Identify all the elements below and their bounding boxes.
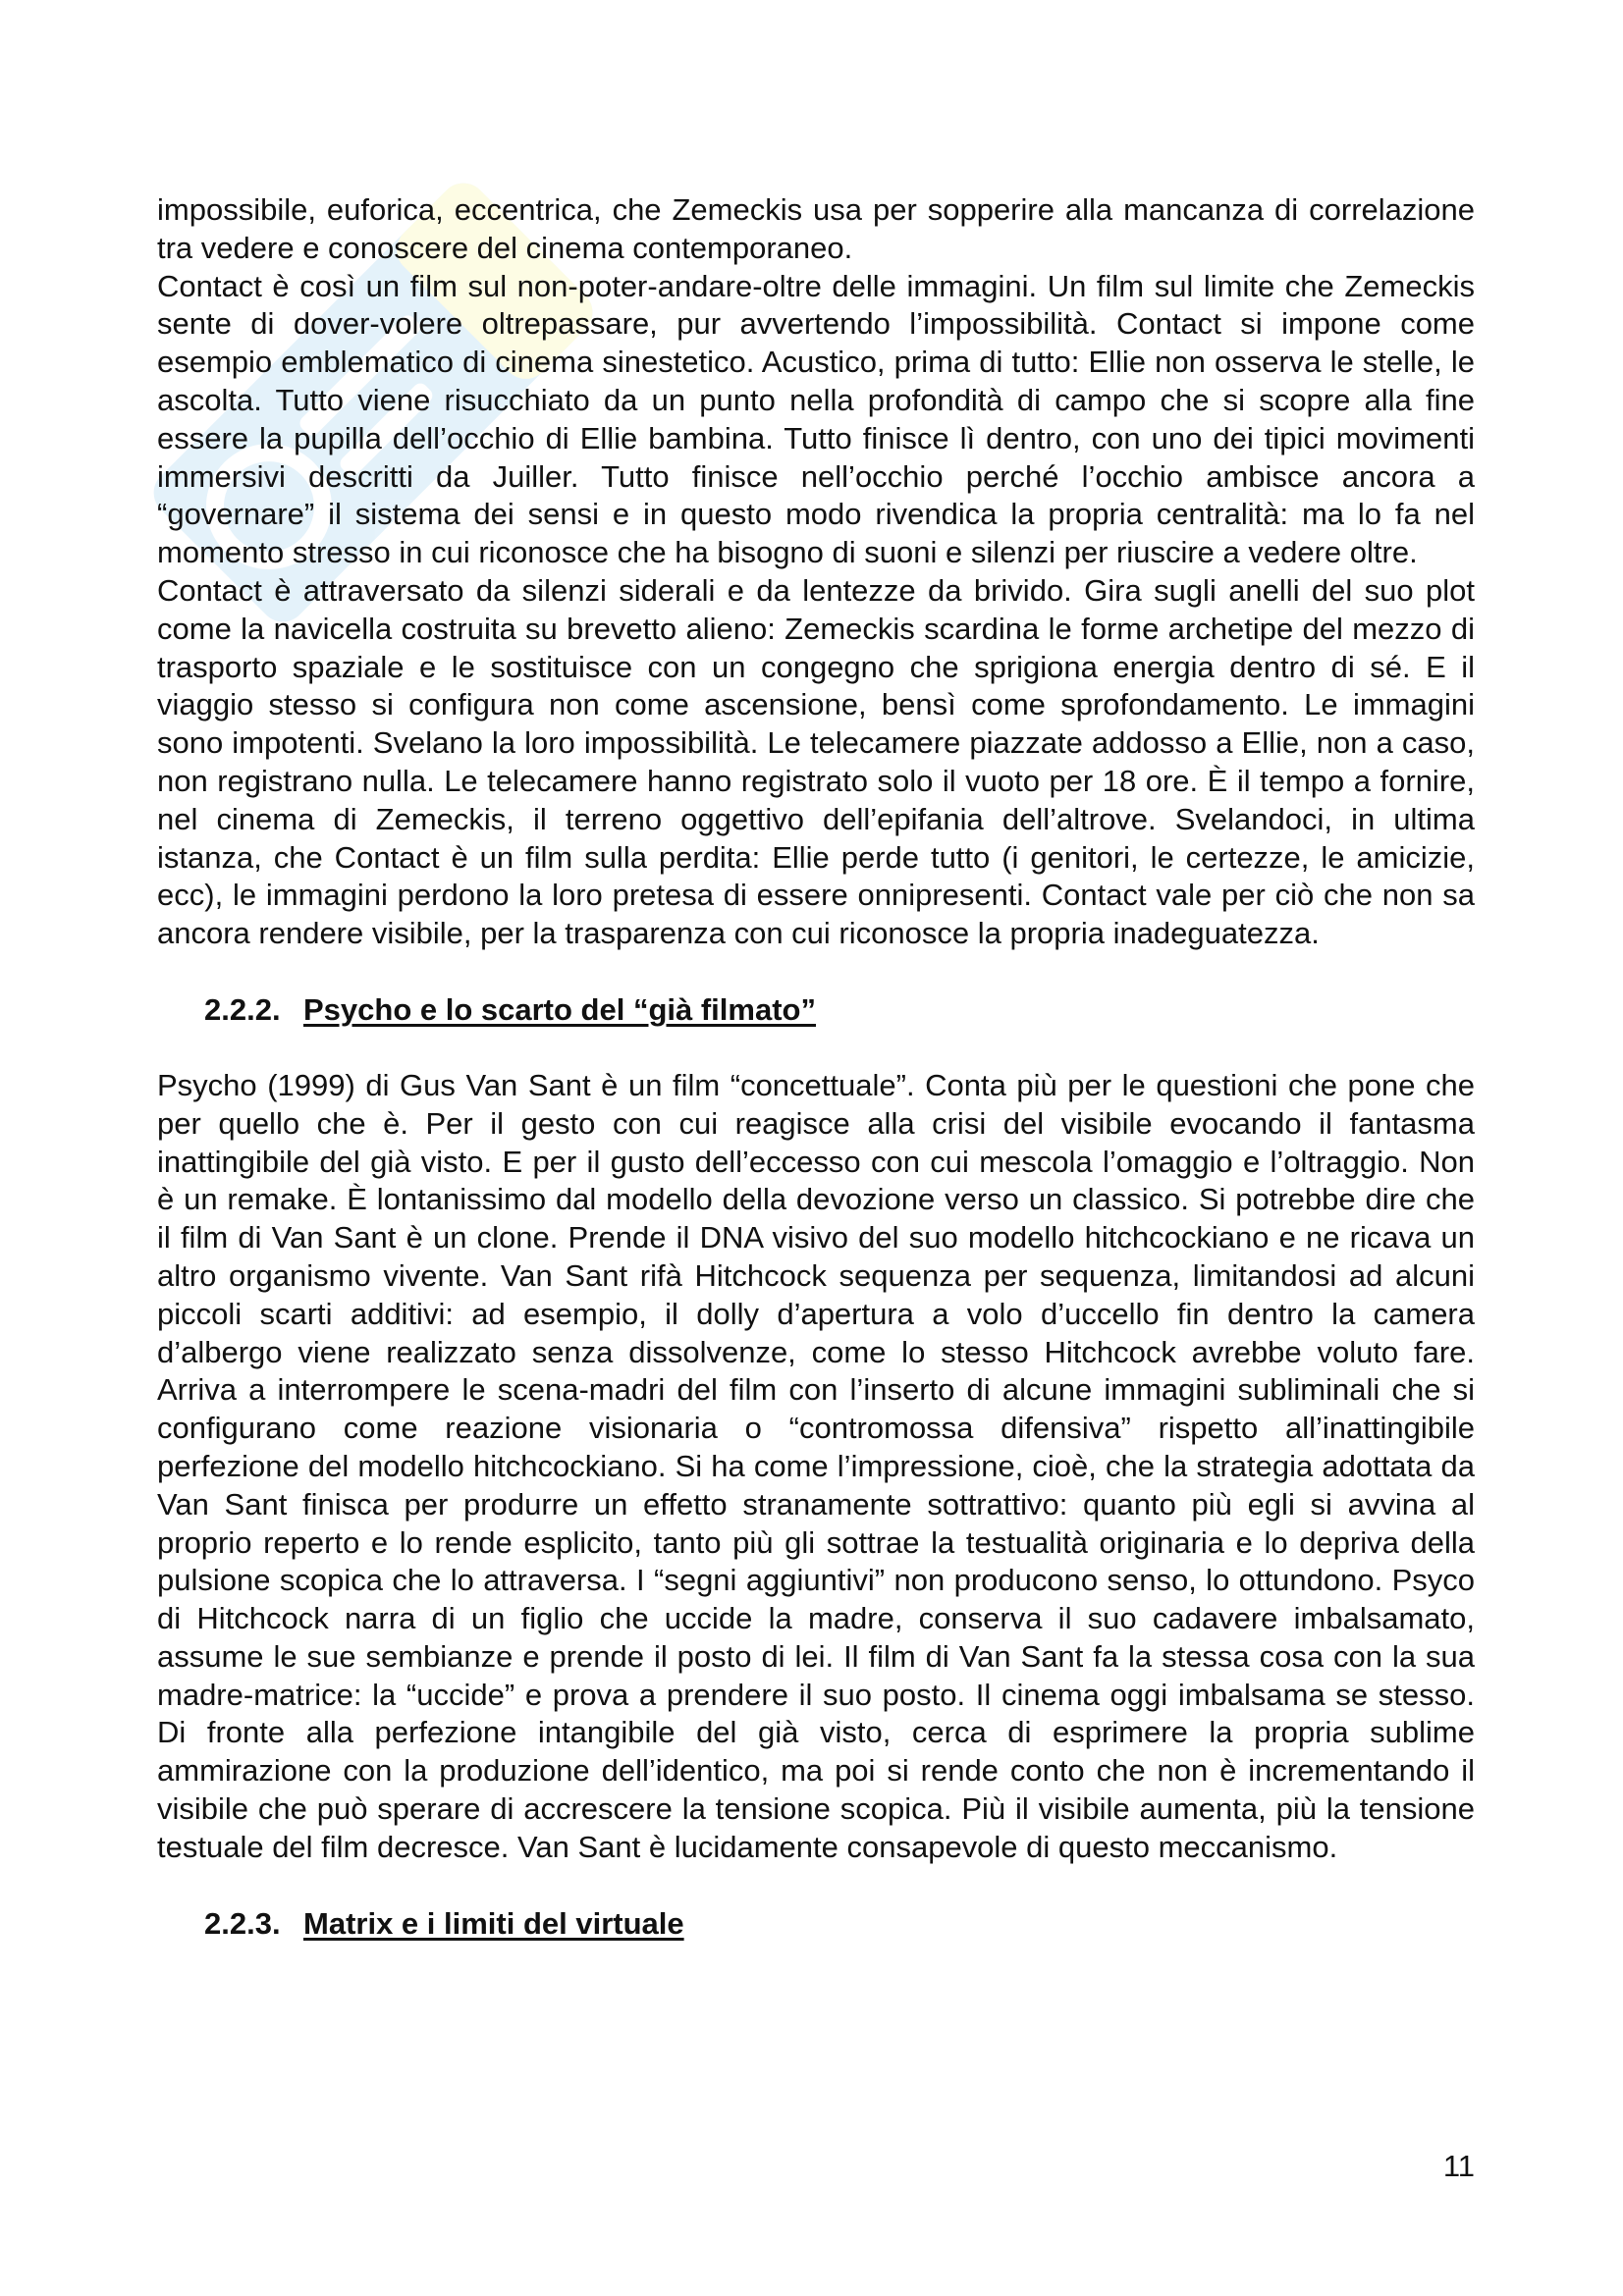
paragraph-intro-2: Contact è così un film sul non-poter-andare-oltre delle immagini. Un film sul limite che Zemeckis sente di dover-volere oltrepassare, pur avvertendo l’impossibilità. Contact si impone come esempio emblematico di cinema sinestetico. Acustico, prima di tutto: Ellie non osserva le stelle, le ascolta. Tutto viene risucchiato da un punto nella profondità di campo che si scopre alla fine essere la pupilla dell’occhio di Ellie bambina. Tutto finisce lì dentro, con uno dei tipici movimenti immersivi descritti da Juiller. Tutto finisce nell’occhio perché l’occhio ambisce ancora a “governare” il sistema dei sensi e in questo modo rivendica la propria centralità: ma lo fa nel momento stresso in cui riconosce che ha bisogno di suoni e silenzi per riuscire a vedere oltre. [157, 268, 1475, 570]
section-heading-psycho [157, 990, 1475, 1030]
paragraph-intro-1: impossibile, euforica, eccentrica, che Zemeckis usa per sopperire alla mancanza di correlazione tra vedere e conoscere del cinema contemporaneo. [157, 192, 1475, 265]
page-number: 11 [1442, 2149, 1475, 2183]
section-number: 2.2.2. [204, 991, 281, 1027]
section-heading-matrix [157, 1904, 1475, 1944]
document-page [157, 191, 1475, 1944]
section-title: Psycho e lo scarto del “già filmato” [303, 991, 816, 1027]
paragraph-psycho: Psycho (1999) di Gus Van Sant è un film “concettuale”. Conta più per le questioni che pone che per quello che è. Per il gesto con cui reagisce alla crisi del visibile evocando il fantasma inattingibile del già visto. E per il gusto dell’eccesso con cui mescola l’omaggio e l’oltraggio. Non è un remake. È lontanissimo dal modello della devozione verso un classico. Si potrebbe dire che il film di Van Sant è un clone. Prende il DNA visivo del suo modello hitchcockiano e ne ricava un altro organismo vivente. Van Sant rifà Hitchcock sequenza per sequenza, limitandosi ad alcuni piccoli scarti additivi: ad esempio, il dolly d’apertura a volo d’uccello fin dentro la camera d’albergo viene realizzato senza dissolvenze, come lo stesso Hitchcock avrebbe voluto fare. Arriva a interrompere le scena-madri del film con l’inserto di alcune immagini subliminali che si configurano come reazione visionaria o “contromossa difensiva” rispetto all’inattingibile perfezione del modello hitchcockiano. Si ha come l’impressione, cioè, che la strategia adottata da Van Sant finisca per produrre un effetto stranamente sottrattivo: quanto più egli si avvina al proprio reperto e lo rende esplicito, tanto più gli sottrae la testualità originaria e lo depriva della pulsione scopica che lo attraversa. I “segni aggiuntivi” non producono senso, lo ottundono. Psyco di Hitchcock narra di un figlio che uccide la madre, conserva il suo cadavere imbalsamato, assume le sue sembianze e prende il posto di lei. Il film di Van Sant fa la stessa cosa con la sua madre-matrice: la “uccide” e prova a prendere il suo posto. Il cinema oggi imbalsama se stesso. Di fronte alla perfezione intangibile del già visto, cerca di esprimere la propria sublime ammirazione con la produzione dell’identico, ma poi si rende conto che non è incrementando il visibile che può sperare di accrescere la tensione scopica. Più il visibile aumenta, più la tensione testuale del film decresce. Van Sant è lucidamente consapevole di questo meccanismo. [157, 1067, 1475, 1864]
paragraph-intro-3: Contact è attraversato da silenzi siderali e da lentezze da brivido. Gira sugli anelli del suo plot come la navicella costruita su brevetto alieno: Zemeckis scardina le forme archetipe del mezzo di trasporto spaziale e le sostituisce con un congegno che sprigiona energia dentro di sé. E il viaggio stesso si configura non come ascensione, bensì come sprofondamento. Le immagini sono impotenti. Svelano la loro impossibilità. Le telecamere piazzate addosso a Ellie, non a caso, non registrano nulla. Le telecamere hanno registrato solo il vuoto per 18 ore. È il tempo a fornire, nel cinema di Zemeckis, il terreno oggettivo dell’epifania dell’altrove. Svelandoci, in ultima istanza, che Contact è un film sulla perdita: Ellie perde tutto (i genitori, le certezze, le amicizie, ecc), le immagini perdono la loro pretesa di essere onnipresenti. Contact vale per ciò che non sa ancora rendere visibile, per la trasparenza con cui riconosce la propria inadeguatezza. [157, 572, 1475, 951]
section-title: Matrix e i limiti del virtuale [303, 1905, 684, 1941]
section-number: 2.2.3. [204, 1905, 281, 1941]
